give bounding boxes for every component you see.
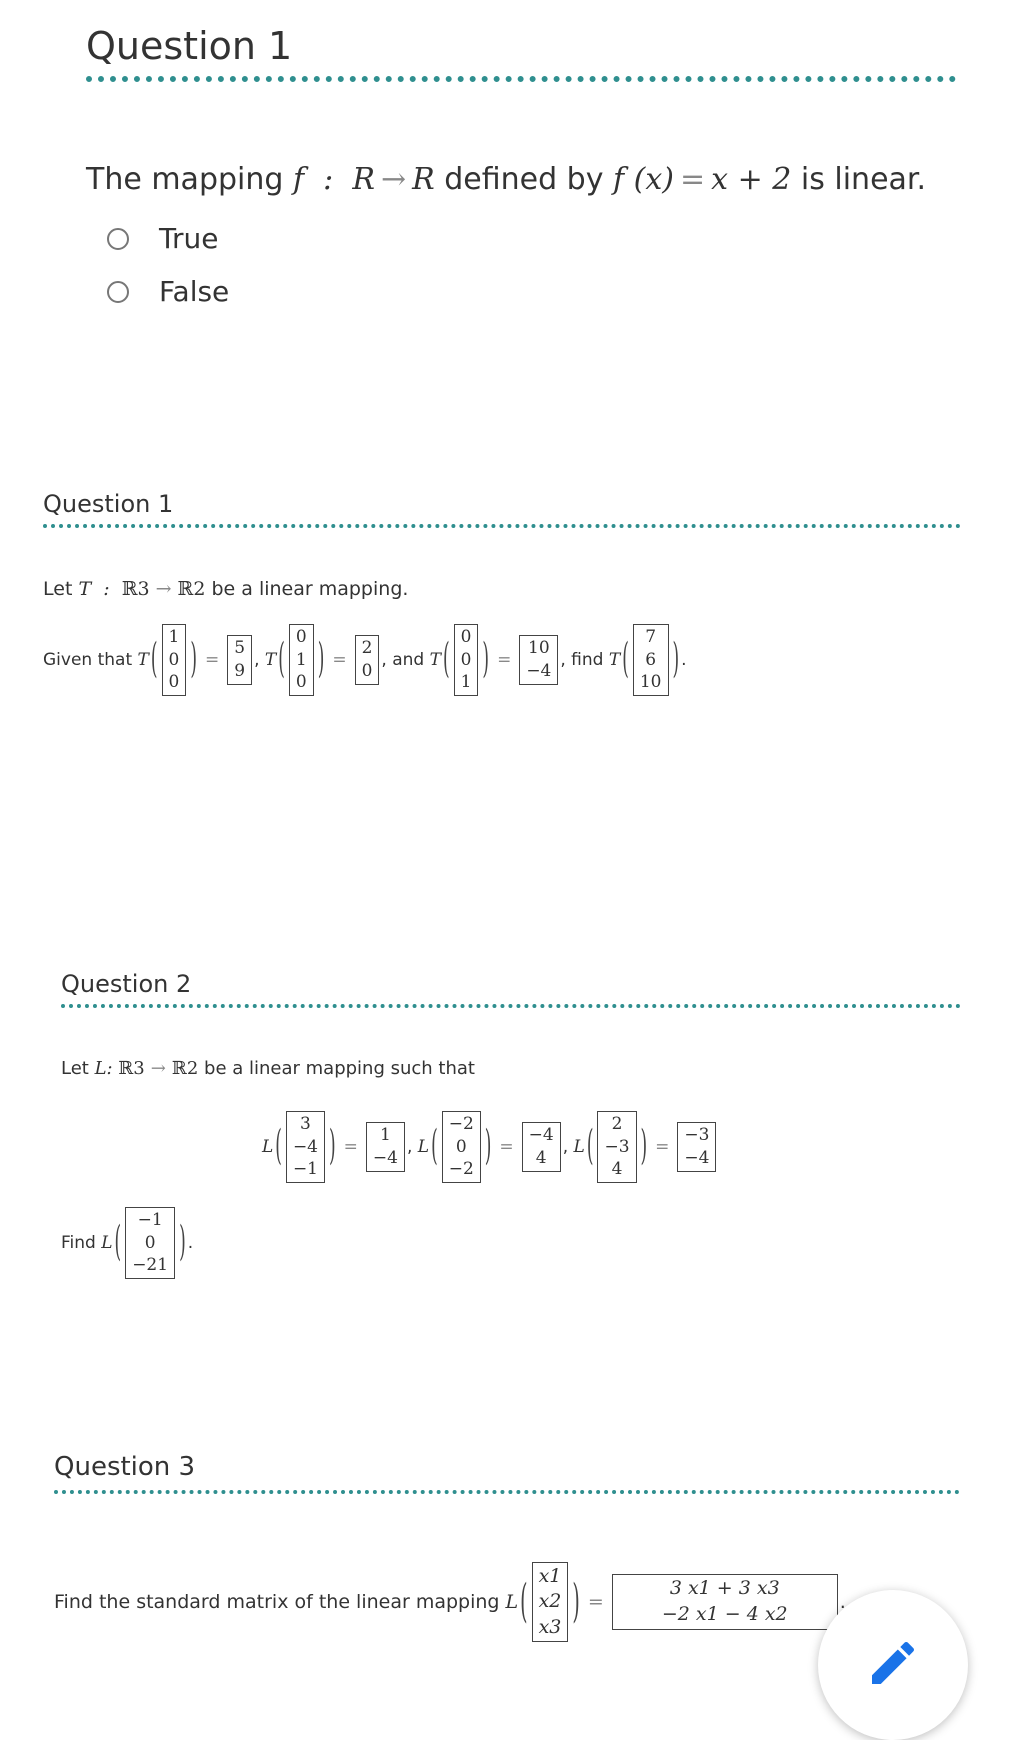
vector-entry: x1 xyxy=(538,1564,562,1587)
left-paren: ( xyxy=(278,636,285,684)
column-vector xyxy=(454,624,479,697)
math-arrow: → xyxy=(155,578,172,600)
question-title: Question 2 xyxy=(61,970,192,998)
math-T: T xyxy=(608,650,621,670)
find-equation: Find L ( −1 0 −21 ) . xyxy=(61,1200,193,1286)
question-title: Question 1 xyxy=(86,24,293,68)
math-L: L xyxy=(417,1137,430,1157)
math-L: L xyxy=(101,1233,113,1253)
vector-entry: 0 xyxy=(460,649,472,670)
column-vector xyxy=(633,624,669,697)
math-fx: f (x) xyxy=(613,162,674,197)
math-colon: : xyxy=(103,578,110,600)
question-title: Question 3 xyxy=(54,1452,196,1482)
question-title: Question 1 xyxy=(43,490,174,518)
column-vector xyxy=(162,624,187,697)
vector-entry: 1 xyxy=(380,1125,391,1146)
vector-entry: x3 xyxy=(538,1615,562,1638)
vector-entry: 4 xyxy=(535,1148,547,1168)
vector-entry: −2 x1 − 4 x2 xyxy=(661,1603,788,1625)
math-colon: : xyxy=(323,162,334,197)
title-divider xyxy=(43,524,961,528)
statement-text: Find the standard matrix of the linear mapping xyxy=(54,1591,500,1613)
vector-entry: 0 xyxy=(295,672,307,693)
math-T: T xyxy=(78,578,92,600)
vector-entry: 9 xyxy=(234,661,246,681)
column-vector xyxy=(597,1111,636,1184)
column-vector xyxy=(677,1122,716,1172)
edit-button[interactable] xyxy=(818,1590,968,1740)
question-statement: Let L : ℝ3 → ℝ2 be a linear mapping such that xyxy=(61,1058,475,1079)
title-divider xyxy=(86,76,956,82)
math-R2: ℝ2 xyxy=(177,578,206,600)
statement-text: be a linear mapping. xyxy=(211,578,409,600)
vector-entry: 1 xyxy=(460,672,472,693)
question-statement: Find the standard matrix of the linear mapping L ( x1 x2 x3 ) = 3 x1 + 3 x3 −2 x1 − 4 x2 . xyxy=(54,1556,846,1648)
vector-entry: −2 xyxy=(448,1113,474,1134)
math-R3: ℝ3 xyxy=(121,578,150,600)
vector-entry: 2 xyxy=(611,1113,623,1134)
given-equations: L ( 3 −4 −1 ) = 1 −4 , L ( −2 0 −2 ) = −4 4 , L ( 2 −3 4 ) = −3 −4 xyxy=(262,1104,718,1190)
option-false[interactable] xyxy=(107,275,229,308)
given-equations: Given that T ( 1 0 0 ) = 5 9 , T ( 0 1 0 ) = 2 0 , and T ( 0 0 1 ) = 10 −4 , find T ( 7 6 10 ) . xyxy=(43,620,687,700)
column-vector xyxy=(522,1122,561,1172)
vector-entry: −4 xyxy=(684,1148,710,1168)
statement-text: Given that xyxy=(43,650,133,670)
math-codomain: R xyxy=(412,162,435,197)
column-vector xyxy=(532,1562,569,1643)
right-paren: ) xyxy=(672,636,680,684)
statement-text: Let xyxy=(43,578,73,600)
statement-text: Let xyxy=(61,1058,89,1079)
math-arrow: → xyxy=(380,162,407,197)
vector-entry: x2 xyxy=(538,1590,562,1613)
vector-entry: 3 xyxy=(300,1113,311,1134)
math-L: L xyxy=(505,1591,519,1613)
vector-entry: 0 xyxy=(460,626,472,647)
vector-entry: 6 xyxy=(645,649,657,670)
column-vector xyxy=(286,1111,325,1184)
math-R3: ℝ3 xyxy=(118,1058,145,1079)
question-statement xyxy=(86,162,926,197)
math-R2: ℝ2 xyxy=(171,1058,199,1079)
statement-text: , find xyxy=(560,650,604,670)
column-vector xyxy=(366,1122,405,1172)
math-T: T xyxy=(264,650,277,670)
option-label: True xyxy=(159,222,219,255)
column-vector xyxy=(227,635,252,685)
column-vector xyxy=(519,635,558,685)
vector-entry: −3 xyxy=(684,1125,710,1146)
math-L: L xyxy=(573,1137,585,1157)
vector-entry: 5 xyxy=(234,638,246,659)
vector-entry: 0 xyxy=(455,1136,467,1157)
vector-entry: 7 xyxy=(645,626,657,647)
vector-entry: 1 xyxy=(295,649,307,670)
vector-entry: −3 xyxy=(604,1136,630,1157)
vector-entry: 0 xyxy=(144,1232,156,1253)
vector-entry: 0 xyxy=(168,672,180,693)
radio-button[interactable] xyxy=(107,281,129,303)
vector-entry: 4 xyxy=(611,1159,623,1180)
right-paren: ) xyxy=(317,636,325,684)
option-true[interactable] xyxy=(107,222,218,255)
output-vector xyxy=(612,1574,838,1629)
vector-entry: −1 xyxy=(137,1209,163,1230)
column-vector xyxy=(125,1207,175,1280)
radio-button[interactable] xyxy=(107,228,129,250)
math-f: f xyxy=(292,162,305,197)
left-paren: ( xyxy=(150,636,158,684)
column-vector xyxy=(355,635,380,685)
vector-entry: 0 xyxy=(361,661,373,681)
option-label: False xyxy=(159,275,230,308)
math-arrow: → xyxy=(150,1058,166,1079)
vector-entry: −4 xyxy=(292,1136,318,1157)
math-domain: R xyxy=(352,162,375,197)
statement-text: defined by xyxy=(444,162,604,197)
statement-text: The mapping xyxy=(86,162,284,197)
statement-text: be a linear mapping such that xyxy=(204,1058,475,1079)
math-L: L xyxy=(94,1058,107,1079)
math-T: T xyxy=(429,650,441,670)
left-paren: ( xyxy=(442,636,450,684)
statement-text: . xyxy=(681,650,687,670)
math-equals: = xyxy=(679,162,706,197)
right-paren: ) xyxy=(190,636,197,684)
vector-entry: 10 xyxy=(639,672,662,693)
question-statement xyxy=(43,578,408,600)
pencil-icon xyxy=(865,1635,921,1695)
statement-text: is linear. xyxy=(800,162,927,197)
right-paren: ) xyxy=(482,636,490,684)
vector-entry: −21 xyxy=(132,1255,169,1276)
math-rhs: x + 2 xyxy=(711,162,792,197)
statement-text: , and xyxy=(381,650,425,670)
vector-entry: −1 xyxy=(292,1159,318,1180)
math-L: L xyxy=(262,1137,274,1157)
column-vector xyxy=(289,624,314,697)
vector-entry: 3 x1 + 3 x3 xyxy=(669,1577,780,1600)
vector-entry: 1 xyxy=(168,626,180,647)
column-vector xyxy=(442,1111,481,1184)
vector-entry: −4 xyxy=(372,1148,398,1168)
vector-entry: 0 xyxy=(168,649,180,670)
vector-entry: 10 xyxy=(528,638,550,659)
title-divider xyxy=(54,1490,960,1494)
vector-entry: 2 xyxy=(361,638,373,659)
vector-entry: 0 xyxy=(295,626,307,647)
statement-text: Find xyxy=(61,1233,96,1253)
vector-entry: −2 xyxy=(448,1159,474,1180)
title-divider xyxy=(61,1004,961,1008)
left-paren: ( xyxy=(622,636,629,684)
vector-entry: −4 xyxy=(528,1125,554,1146)
vector-entry: −4 xyxy=(526,661,552,681)
math-T: T xyxy=(137,650,149,670)
